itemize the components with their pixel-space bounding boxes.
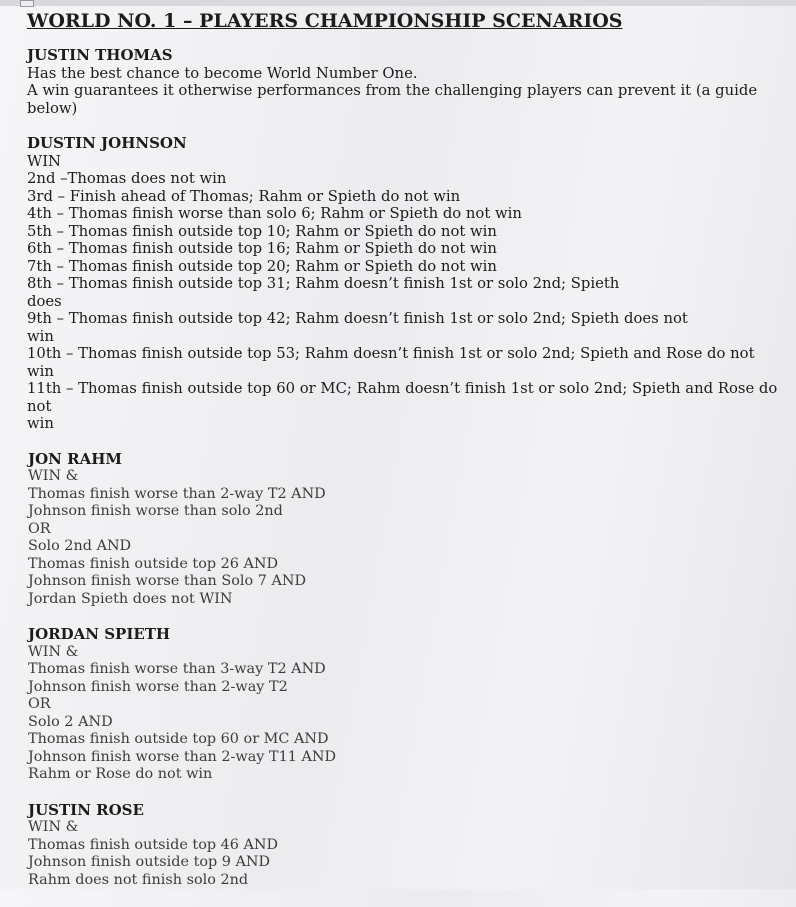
text-line: win	[27, 362, 54, 380]
text-line: below)	[27, 99, 78, 117]
text-line: WIN &	[28, 819, 79, 835]
text-line: 9th – Thomas finish outside top 42; Rahm doesn’t finish 1st or solo 2nd; Spieth does not	[27, 310, 688, 327]
text-line: win	[27, 415, 54, 432]
text-line: Johnson finish worse than 2-way T2	[28, 678, 288, 695]
page-corner-marker	[20, 0, 34, 7]
section-heading: DUSTIN JOHNSON	[27, 134, 187, 152]
section-dustin-johnson	[27, 135, 787, 433]
text-line: Thomas finish worse than 3-way T2 AND	[28, 661, 326, 677]
text-line: A win guarantees it otherwise performances from the challenging players can prevent it (a guide	[27, 82, 758, 99]
text-line: 3rd – Finish ahead of Thomas; Rahm or Spieth do not win	[27, 187, 461, 205]
text-line: OR	[28, 696, 51, 712]
text-line: Rahm does not finish solo 2nd	[28, 871, 249, 888]
text-line: Johnson finish worse than solo 2nd	[28, 503, 283, 519]
section-justin-thomas	[27, 47, 787, 117]
section-heading: JUSTIN THOMAS	[27, 46, 173, 64]
text-line: Solo 2nd AND	[28, 538, 132, 554]
text-line: 2nd –Thomas does not win	[27, 170, 227, 187]
text-line: 7th – Thomas finish outside top 20; Rahm or Spieth do not win	[27, 257, 497, 275]
text-line: Jordan Spieth does not WIN	[28, 590, 233, 607]
text-line: Thomas finish outside top 60 or MC AND	[28, 731, 329, 747]
document-page	[27, 8, 787, 907]
text-line: WIN &	[28, 643, 79, 660]
text-line: does	[27, 292, 62, 310]
text-line: 4th – Thomas finish worse than solo 6; Rahm or Spieth do not win	[27, 205, 522, 222]
text-line: Thomas finish outside top 26 AND	[28, 555, 279, 572]
section-heading: JORDAN SPIETH	[28, 625, 171, 643]
section-heading: JUSTIN ROSE	[28, 800, 144, 819]
section-jon-rahm	[28, 451, 787, 609]
section-jordan-spieth	[28, 626, 787, 784]
text-line: Johnson finish worse than Solo 7 AND	[28, 573, 306, 589]
text-line: WIN &	[28, 468, 79, 484]
section-heading: JON RAHM	[28, 449, 122, 468]
window-top-bar	[0, 0, 796, 6]
section-justin-rose	[28, 802, 787, 890]
text-line: Rahm or Rose do not win	[28, 766, 213, 782]
text-line: OR	[28, 520, 51, 537]
text-line: Solo 2 AND	[28, 713, 113, 730]
text-line: 10th – Thomas finish outside top 53; Rahm doesn’t finish 1st or solo 2nd; Spieth and Rose do not	[27, 345, 755, 362]
text-line: win	[27, 327, 54, 345]
document-title: WORLD NO. 1 – PLAYERS CHAMPIONSHIP SCENARIOS	[27, 10, 623, 32]
text-line: Johnson finish worse than 2-way T11 AND	[28, 748, 336, 765]
text-line: Thomas finish worse than 2-way T2 AND	[28, 485, 326, 502]
text-line: 5th – Thomas finish outside top 10; Rahm or Spieth do not win	[27, 222, 497, 240]
text-line: Johnson finish outside top 9 AND	[28, 854, 271, 870]
text-line: Thomas finish outside top 46 AND	[28, 836, 279, 853]
text-line: 6th – Thomas finish outside top 16; Rahm or Spieth do not win	[27, 240, 497, 257]
text-line: 8th – Thomas finish outside top 31; Rahm doesn’t finish 1st or solo 2nd; Spieth	[27, 275, 620, 292]
text-line: WIN	[27, 152, 62, 170]
text-line: 11th – Thomas finish outside top 60 or MC; Rahm doesn’t finish 1st or solo 2nd; Spieth and Rose do not	[27, 380, 783, 415]
text-line: Has the best chance to become World Number One.	[27, 64, 418, 82]
